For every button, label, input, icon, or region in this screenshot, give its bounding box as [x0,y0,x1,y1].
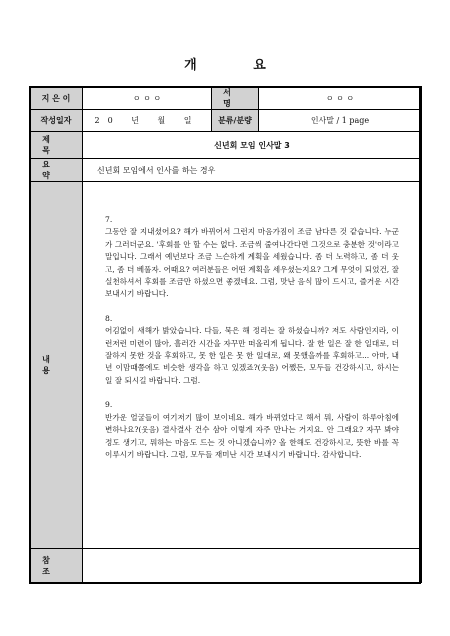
section-text: 그동안 잘 지내셨어요? 해가 바뀌어서 그런지 마음가짐이 조금 남다른 것 같습니다. 누군가 그러더군요. '후회를 안 할 수는 없다. 조금씩 줄여나간다면 그것으로 충분한 것'이라고 말입니다. 그래서 예년보다 조금 느슨하게 계획을 세웠습니다. 좀 더 노력하고, 좀 더 웃고, 좀 더 베풀자. 어때요? 여러분들은 어떤 계획을 세우셨는지요? 그게 무엇이 되었건, 잘 실천하셔서 후회를 조금만 하셨으면 좋겠네요. 그럼, 맛난 음식 많이 드시고, 즐거운 시간 보내시기 바랍니다. [105,227,399,299]
section-text: 어김없이 새해가 밝았습니다. 다들, 묵은 해 정리는 잘 하셨습니까? 저도 사람인지라, 이런저런 미련이 많아, 흘러간 시간을 자꾸만 떠올리게 됩니다. 잘 한 일은 잘 한 일대로, 더 잘하지 못한 것을 후회하고, 못 한 일은 못 한 일대로, 왜 못했을까를 후회하고... 아마, 내년 이맘때쯤에도 비슷한 생각을 하고 있겠죠?(웃음) 어쨌든, 모두들 건강하시고, 하시는 일 잘 되시길 바랍니다. 그럼. [105,326,399,385]
subject-label: 제 목 [30,132,83,159]
summary-label: 요 약 [30,159,83,182]
category-value: 인사말 / 1 page [259,110,422,132]
subject-value: 신년회 모임 인사말 3 [83,132,422,159]
section-number: 9. [105,400,113,410]
summary-value: 신년회 모임에서 인사를 하는 경우 [83,159,422,182]
section-text: 반가운 얼굴들이 여기저기 많이 보이네요. 해가 바뀌었다고 해서 뭐, 사람이 하루아침에 변하나요?(웃음) 결사결사 건수 삼아 이렇게 자주 만나는 거지요. 안 그래요? 자꾸 봐야 정도 생기고, 뭐하는 마음도 드는 것 아니겠습니까? 올 한해도 건강하시고, 뜻한 바를 꼭 이루시기 바랍니다. 그럼, 모두들 재미난 시간 보내시기 바랍니다. 감사합니다. [105,412,399,459]
author-value: ㅇ ㅇ ㅇ [83,87,212,110]
section-number: 7. [105,215,113,224]
signature-label: 서 명 [212,87,259,110]
form-border [29,86,421,584]
date-value: 20 년 월 일 [83,110,212,132]
reference-label: 참 조 [30,549,83,583]
category-label: 분류/분량 [212,110,259,132]
content-label: 내 용 [30,182,83,549]
author-label: 지 은 이 [30,87,83,110]
signature-value: ㅇ ㅇ ㅇ [259,87,422,110]
section-number: 8. [105,313,113,323]
date-label: 작성일자 [30,110,83,132]
page-title: 개 요 [184,58,292,73]
